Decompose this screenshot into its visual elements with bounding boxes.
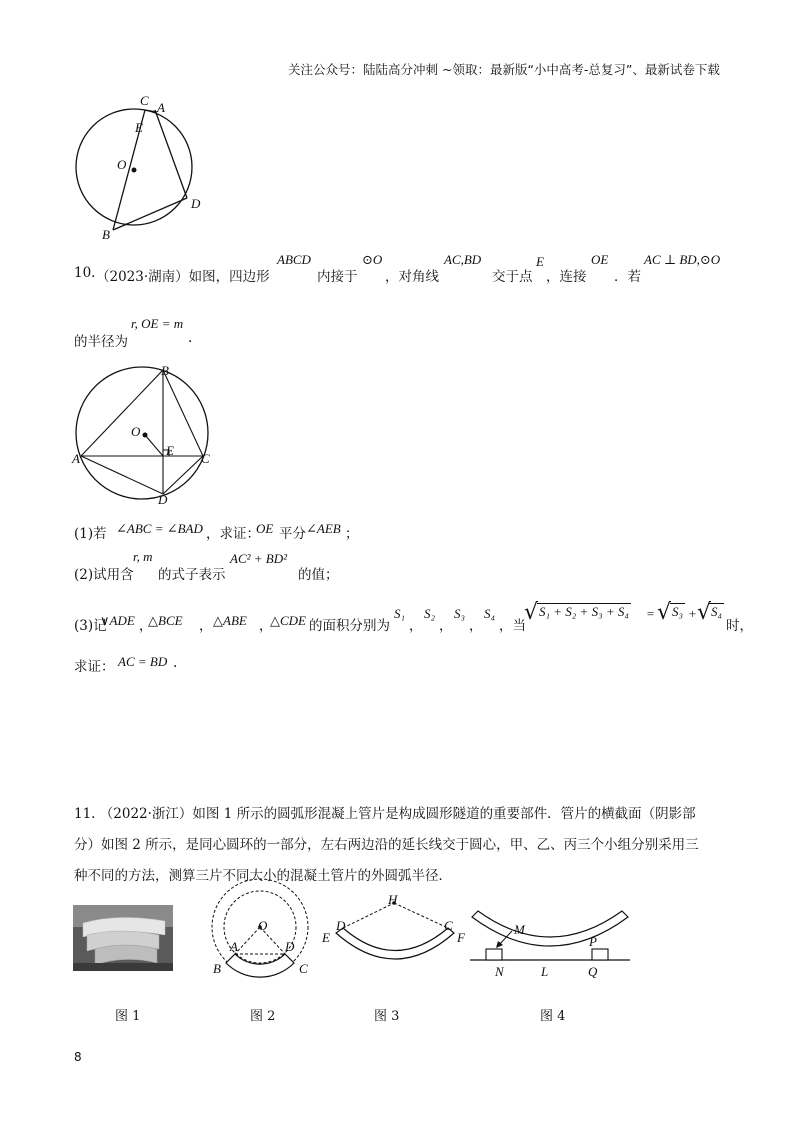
q10-p3-sep6: ， <box>469 618 483 634</box>
q10-label-d: D <box>158 492 168 507</box>
fig4-label-n: N <box>495 964 504 979</box>
q10-p3-radical-2: √ <box>657 600 672 625</box>
q10-p3-b: 的面积分别为 <box>309 618 390 634</box>
q11-line-3: 种不同的方法，测算三片不同大小的混凝土管片的外圆弧半径． <box>74 868 452 884</box>
fig3-label-d: D <box>336 918 346 933</box>
q10-p1-d: ； <box>345 526 359 542</box>
q10-p3-ade: ∨ADE <box>100 613 135 628</box>
q10-oe: OE <box>591 252 609 267</box>
q10-p3-sep1: ， <box>139 618 153 634</box>
q10-inscribed: 内接于 <box>317 269 358 285</box>
q10-p2-c: 的值； <box>298 567 339 583</box>
q10-p1-b: ，求证： <box>206 526 260 542</box>
q10-period: . <box>188 330 193 346</box>
top-label-d: D <box>191 196 201 211</box>
q11-line-2: 分）如图 2 所示，是同心圆环的一部分，左右两边沿的延长线交于圆心，甲、乙、丙三个小组分别采用三 <box>74 837 699 853</box>
caption-fig4: 图 4 <box>540 1009 566 1024</box>
fig3-label-e: E <box>322 930 330 945</box>
q10-p3-s2: S₂ <box>424 606 436 621</box>
q10-label-a: A <box>72 451 80 466</box>
fig3-label-c: C <box>444 918 453 933</box>
q10-p3-s4: S₄ <box>484 606 496 621</box>
fig3-label-h: H <box>388 892 398 907</box>
q10-p3-sep2: ， <box>199 618 213 634</box>
q10-p2-b: 的式子表示 <box>158 567 226 583</box>
fig4-label-q: Q <box>588 964 598 979</box>
fig2-label-c: C <box>299 961 308 976</box>
q10-circle-o: ⊙O <box>362 252 383 267</box>
q10-p1-oe: OE <box>256 521 274 536</box>
q10-p3-e: 求证： <box>74 659 115 675</box>
caption-fig1: 图 1 <box>115 1009 141 1024</box>
top-label-b: B <box>102 227 110 242</box>
q10-p3-sep4: ， <box>409 618 423 634</box>
top-circle-figure <box>60 95 210 245</box>
fig3-label-f: F <box>457 930 465 945</box>
q10-label-c: C <box>201 451 210 466</box>
q10-p3-plus: + <box>688 606 697 621</box>
q10-p3-radical-1: √ <box>524 600 539 625</box>
top-label-a: A <box>157 100 165 115</box>
fig2-label-d: D <box>285 939 295 954</box>
caption-fig3: 图 3 <box>374 1009 400 1024</box>
q10-circle-figure <box>70 365 220 505</box>
q10-p3-cde: △CDE <box>270 613 306 628</box>
q10-p3-bce: △BCE <box>148 613 183 628</box>
q10-radius-text: 的半径为 <box>74 334 128 350</box>
fig4-label-m: M <box>514 922 525 937</box>
q10-p1-a: (1)若 <box>74 526 107 542</box>
q10-p3-c: ，当 <box>499 618 526 634</box>
q10-p1-angles: ∠ABC = ∠BAD <box>116 521 203 536</box>
top-label-c: C <box>140 93 149 108</box>
fig4-label-l: L <box>541 964 549 979</box>
q10-p3-sep3: ， <box>259 618 273 634</box>
q10-p3-s3: S₃ <box>454 606 466 621</box>
q10-source: （2023·湖南）如图，四边形 <box>96 269 270 285</box>
q10-condition: AC ⊥ BD,⊙O <box>644 252 721 267</box>
q10-p2-a: (2)试用含 <box>74 567 134 583</box>
top-label-o: O <box>117 157 127 172</box>
header-text: 关注公众号：陆陆高分冲刺 ~领取：最新版“小中高考-总复习”、最新试卷下载 <box>288 62 720 77</box>
q10-p3-sep5: ， <box>439 618 453 634</box>
q10-p3-radicand-3: S₄ <box>711 604 723 619</box>
q10-p2-expr: AC² + BD² <box>230 551 288 566</box>
q10-p3-f: . <box>173 655 178 671</box>
q11-line-1: 11. （2022·浙江）如图 1 所示的圆弧形混凝上管片是构成圆形隧道的重要部件．管片的横截面（阴影部 <box>74 806 696 822</box>
q10-p3-ac-bd: AC = BD <box>118 654 168 669</box>
top-label-e: E <box>135 120 143 135</box>
q10-meet: 交于点 <box>492 269 533 285</box>
q10-label-o: O <box>131 424 141 439</box>
q10-abcd: ABCD <box>277 252 311 267</box>
q10-e: E <box>536 254 544 269</box>
q10-diag: ，对角线 <box>385 269 439 285</box>
q10-connect: ，连接 <box>546 269 587 285</box>
q10-p3-a: (3)记 <box>74 618 107 634</box>
fig2-label-a: A <box>230 939 238 954</box>
q10-label-b: B <box>161 363 169 378</box>
fig1-photo <box>73 905 173 971</box>
q10-rm: r, OE = m <box>131 316 184 331</box>
q10-if: ．若 <box>614 269 641 285</box>
caption-fig2: 图 2 <box>250 1009 276 1024</box>
q10-p3-d: 时， <box>726 618 753 634</box>
q10-number: 10. <box>74 265 96 281</box>
fig2-label-b: B <box>213 961 221 976</box>
page-number: 8 <box>74 1050 82 1064</box>
q10-p3-eq: = <box>646 606 655 621</box>
q10-p3-abe: △ABE <box>213 613 247 628</box>
fig2-label-o: O <box>258 918 268 933</box>
q10-p3-radicand-1: S₁ + S₂ + S₃ + S₄ <box>539 604 629 619</box>
q10-p3-s1: S₁ <box>394 606 406 621</box>
q10-p1-aeb: ∠AEB <box>306 521 341 536</box>
q10-p1-c: 平分 <box>279 526 306 542</box>
q10-p3-radicand-2: S₃ <box>672 604 684 619</box>
fig4-label-p: P <box>589 934 597 949</box>
q10-label-e: E <box>166 443 174 458</box>
q10-p2-rm: r, m <box>133 549 153 564</box>
q10-acbd: AC,BD <box>444 252 482 267</box>
q10-p3-radical-3: √ <box>697 600 712 625</box>
